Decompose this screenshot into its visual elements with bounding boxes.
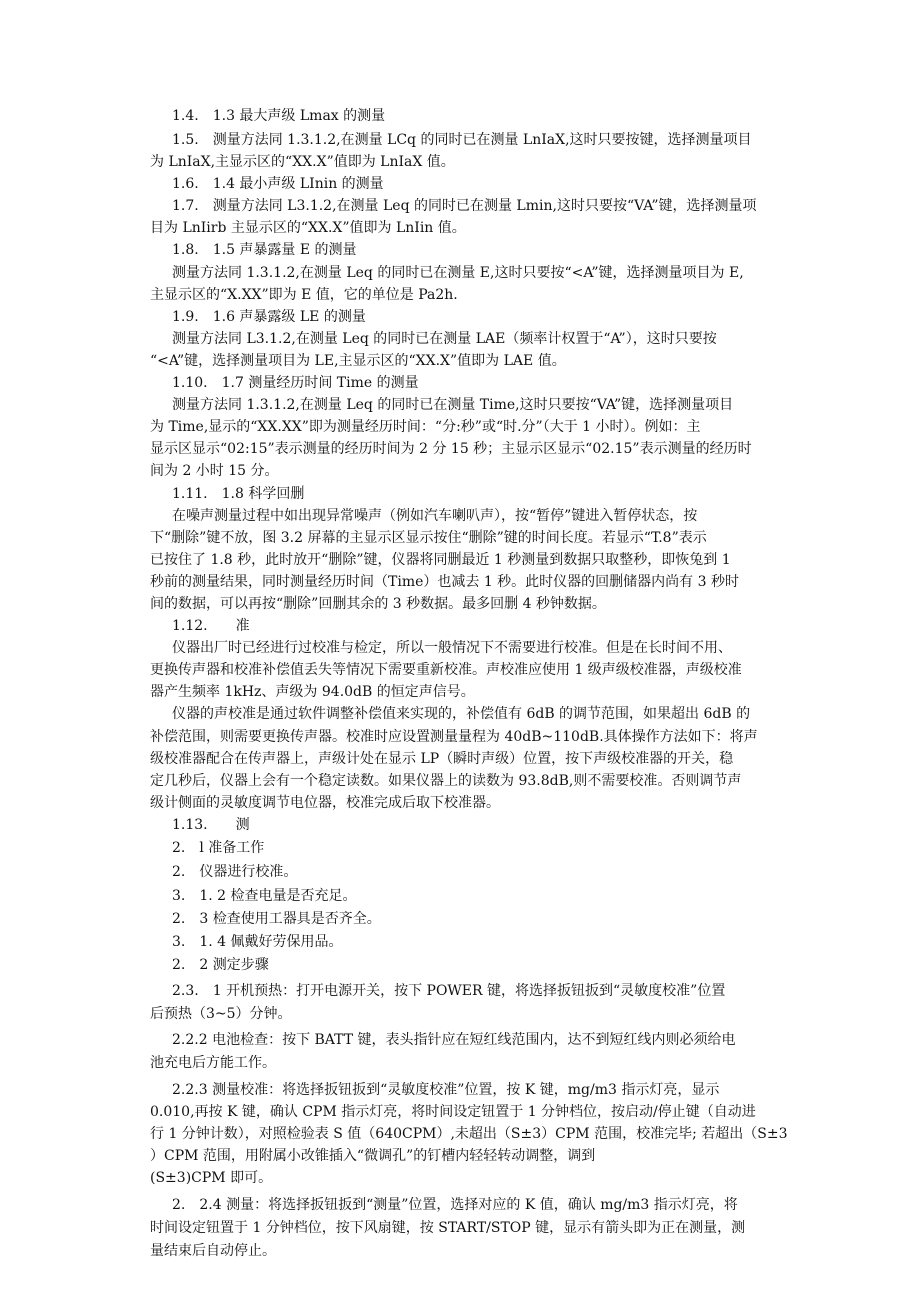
paragraph-line: 间的数据，可以再按“删除”回删其余的 3 秒数据。最多回删 4 秒钟数据。 [150,596,606,612]
paragraph-line: 0.010,再按 K 键，确认 CPM 指示灯亮，将时间设定钮置于 1 分钟档位，按启动/停止键（自动进 [150,1104,756,1120]
paragraph-line: 测量方法同 1.3.1.2,在测量 Leq 的同时已在测量 E,这时只要按“<A”键，选择测量项目为 E, [172,265,744,281]
section-heading: 1.4. 1.3 最大声级 Lmax 的测量 [172,108,386,124]
paragraph-line: 行 1 分钟计数），对照检验表 S 值（640CPM）,未超出（S±3）CPM 范围，校准完毕; 若超出（S±3 [150,1126,788,1142]
list-item: 3. 1. 4 佩戴好劳保用品。 [172,934,343,950]
list-item: 3. 1. 2 检查电量是否充足。 [172,888,357,904]
paragraph-line: 级计侧面的灵敏度调节电位器，校准完成后取下校准器。 [150,795,500,811]
paragraph-line: 测量方法同 1.3.1.2,在测量 Leq 的同时已在测量 Time,这时只要按“VA”键，选择测量项目 [172,397,734,413]
section-heading: 1.9. 1.6 声暴露级 LE 的测量 [172,309,366,325]
paragraph-line: 目为 LnIirb 主显示区的“XX.X”值即为 LnIin 值。 [150,220,466,236]
paragraph-line: 级校准器配合在传声器上，声级计处在显示 LP（瞬时声级）位置，按下声级校准器的开关，稳 [150,751,734,767]
section-heading: 2. 2 测定步骤 [172,957,269,973]
paragraph-line: 2. 2.4 测量：将选择扳钮扳到“测量”位置，选择对应的 K 值，确认 mg/m3 指示灯亮，将 [172,1197,738,1213]
paragraph-line: “<A”键，选择测量项目为 LE,主显示区的“XX.X”值即为 LAE 值。 [150,353,566,369]
section-heading: 1.10. 1.7 测量经历时间 Time 的测量 [172,375,419,391]
paragraph-line: 为 Time,显示的“XX.XX”即为测量经历时间：“分:秒”或“时.分”（大于 1 小时）。例如：主 [150,419,701,435]
paragraph-line: 测量方法同 L3.1.2,在测量 Leq 的同时已在测量 LAE（频率计权置于“A”），这时只要按 [172,331,717,347]
list-item: 2. l 准备工作 [172,840,265,856]
section-heading: 1.6. 1.4 最小声级 LInin 的测量 [172,176,384,192]
paragraph-line: 后预热（3~5）分钟。 [150,1006,292,1022]
paragraph-line: 间为 2 小时 15 分。 [150,463,279,479]
paragraph-line: 下“删除”键不放，图 3.2 屏幕的主显示区显示按住“删除”键的时间长度。若显示“T.8”表示 [150,530,707,546]
paragraph-line: 量结束后自动停止。 [150,1243,276,1259]
paragraph-line: (S±3)CPM 即可。 [150,1170,273,1186]
paragraph-line: 定几秒后，仪器上会有一个稳定读数。如果仪器上的读数为 93.8dB,则不需要校准。否则调节声 [150,773,742,789]
section-heading: 1.11. 1.8 科学回删 [172,486,305,502]
paragraph-line: 仪器出厂时已经进行过校准与检定，所以一般情况下不需要进行校准。但是在长时间不用、 [172,640,732,656]
paragraph-line: 器产生频率 1kHz、声级为 94.0dB 的恒定声信号。 [150,684,475,700]
paragraph-line: 时间设定钮置于 1 分钟档位，按下风扇键，按 START/STOP 键，显示有箭头即为正在测量，测 [150,1220,746,1236]
list-item: 2. 3 检查使用工器具是否齐全。 [172,911,381,927]
paragraph-line: 补偿范围，则需要更换传声器。校准时应设置测量量程为 40dB~110dB.具体操作方法如下：将声 [150,729,758,745]
paragraph-line: 1.5. 测量方法同 1.3.1.2,在测量 LCq 的同时已在测量 LnIaX,这时只要按键，选择测量项目 [172,132,752,148]
paragraph-line: 为 LnIaX,主显示区的“XX.X”值即为 LnIaX 值。 [150,154,455,170]
paragraph-line: 仪器的声校准是通过软件调整补偿值来实现的，补偿值有 6dB 的调节范围，如果超出 6dB 的 [172,706,751,722]
paragraph-line: 秒前的测量结果，同时测量经历时间（Time）也减去 1 秒。此时仪器的回删储器内尚有 3 秒时 [150,574,739,590]
paragraph-line: 池充电后方能工作。 [150,1055,276,1071]
paragraph-line: 显示区显示“02:15”表示测量的经历时间为 2 分 15 秒；主显示区显示“02.15”表示测量的经历时 [150,441,752,457]
paragraph-line: ）CPM 范围，用附属小改锥插入“微调孔”的钉槽内轻轻转动调整，调到 [150,1148,596,1164]
paragraph-line: 2.2.3 测量校准：将选择扳钮扳到“灵敏度校准”位置，按 K 键，mg/m3 指示灯亮，显示 [172,1082,720,1098]
paragraph-line: 1.7. 测量方法同 L3.1.2,在测量 Leq 的同时已在测量 Lmin,这时只要按“VA”键，选择测量项 [172,198,757,214]
paragraph-line: 在噪声测量过程中如出现异常噪声（例如汽车喇叭声），按“暂停”键进入暂停状态，按 [172,508,698,524]
section-heading: 1.8. 1.5 声暴露量 E 的测量 [172,242,357,258]
section-heading: 1.12. 准 [172,618,250,634]
section-heading: 1.13. 测 [172,817,250,833]
paragraph-line: 已按住了 1.8 秒，此时放开“删除”键，仪器将同删最近 1 秒测量到数据只取整秒，即恢兔到 1 [150,552,731,568]
list-item: 2. 仪器进行校准。 [172,864,298,880]
paragraph-line: 主显示区的“X.XX”即为 E 值，它的单位是 Pa2h. [150,287,458,303]
paragraph-line: 更换传声器和校准补偿值丢失等情况下需要重新校准。声校准应使用 1 级声级校准器，声级校准 [150,662,742,678]
paragraph-line: 2.2.2 电池检查：按下 BATT 键，表头指针应在短红线范围内，达不到短红线内则必须给电 [172,1032,736,1048]
paragraph-line: 2.3. 1 开机预热：打开电源开关，按下 POWER 键，将选择扳钮扳到“灵敏度校准”位置 [172,983,726,999]
